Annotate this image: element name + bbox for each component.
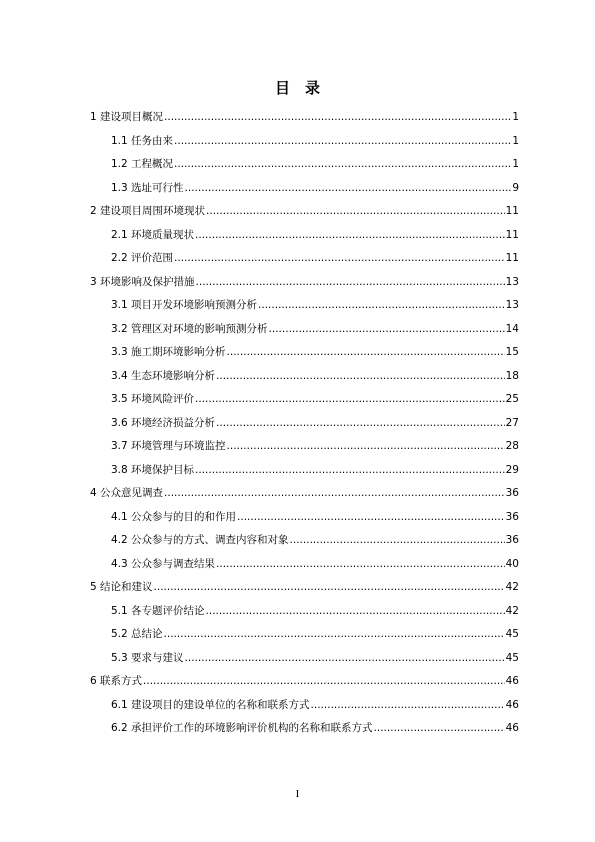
toc-entry[interactable] <box>90 224 519 248</box>
toc-entry-page: 29 <box>505 463 519 476</box>
toc-dot-leader <box>164 482 505 506</box>
toc-entry[interactable] <box>90 600 519 624</box>
toc-dot-leader <box>143 670 505 694</box>
toc-entry-label: 3.2 管理区对环境的影响预测分析 <box>111 322 268 335</box>
toc-dot-leader <box>195 224 505 248</box>
toc-entry-label: 6.1 建设项目的建设单位的名称和联系方式 <box>111 698 310 711</box>
toc-dot-leader <box>374 717 505 741</box>
toc-entry-page: 13 <box>505 275 519 288</box>
toc-entry-label: 3.5 环境风险评价 <box>111 393 195 405</box>
toc-dot-leader <box>195 459 505 483</box>
toc-entry[interactable] <box>90 200 519 224</box>
toc-entry-label: 5.2 总结论 <box>111 628 163 640</box>
toc-entry-label: 1.2 工程概况 <box>111 158 174 170</box>
toc-entry-page: 13 <box>505 299 519 311</box>
toc-entry[interactable] <box>90 459 519 483</box>
toc-title: 目 录 <box>274 79 320 97</box>
toc-entry-label: 5.3 要求与建议 <box>111 651 184 664</box>
toc-entry-label: 6.2 承担评价工作的环境影响评价机构的名称和联系方式 <box>111 722 373 734</box>
toc-entry[interactable] <box>90 294 519 318</box>
toc-entry-page: 15 <box>505 346 519 358</box>
toc-entry-page: 18 <box>505 369 519 382</box>
toc-entry-page: 36 <box>505 487 519 499</box>
toc-entry[interactable] <box>90 271 519 295</box>
toc-entry-page: 42 <box>505 604 519 617</box>
toc-entry-label: 3.4 生态环境影响分析 <box>111 369 216 382</box>
toc-entry-label: 1.1 任务由来 <box>111 134 174 147</box>
toc-entry[interactable] <box>90 694 519 718</box>
toc-entry-label: 4.2 公众参与的方式、调查内容和对象 <box>111 534 289 546</box>
toc-entry-page: 46 <box>505 698 519 711</box>
toc-entry-label: 3.8 环境保护目标 <box>111 463 195 476</box>
toc-entry[interactable] <box>90 388 519 412</box>
toc-entry-label: 5.1 各专题评价结论 <box>111 604 205 617</box>
toc-entry-page: 1 <box>512 158 519 170</box>
toc-entry[interactable] <box>90 529 519 553</box>
toc-dot-leader <box>174 153 511 177</box>
toc-entry[interactable] <box>90 106 519 130</box>
toc-entry-label: 6 联系方式 <box>90 675 143 687</box>
toc-entry-page: 11 <box>505 205 519 217</box>
toc-dot-leader <box>206 200 505 224</box>
toc-entry-label: 2.1 环境质量现状 <box>111 228 195 241</box>
toc-entry-label: 3.3 施工期环境影响分析 <box>111 346 226 358</box>
toc-entry[interactable] <box>90 341 519 365</box>
toc-entry-label: 4.3 公众参与调查结果 <box>111 557 216 570</box>
toc-dot-leader <box>164 623 505 647</box>
toc-entry[interactable] <box>90 412 519 436</box>
toc-entry[interactable] <box>90 717 519 741</box>
toc-dot-leader <box>227 435 505 459</box>
toc-entry-label: 2.2 评价范围 <box>111 252 174 264</box>
toc-dot-leader <box>195 388 505 412</box>
toc-dot-leader <box>185 177 512 201</box>
toc-entry-page: 40 <box>505 557 519 570</box>
toc-entry-page: 1 <box>512 134 519 147</box>
toc-dot-leader <box>164 106 511 130</box>
toc-dot-leader <box>227 341 505 365</box>
toc-entry-page: 27 <box>505 416 519 429</box>
toc-entry-page: 36 <box>505 510 519 523</box>
toc-dot-leader <box>216 412 505 436</box>
toc-entry-label: 3.1 项目开发环境影响预测分析 <box>111 299 258 311</box>
toc-entry[interactable] <box>90 553 519 577</box>
toc-entry[interactable] <box>90 670 519 694</box>
toc-entry-page: 45 <box>505 628 519 640</box>
toc-entry[interactable] <box>90 153 519 177</box>
toc-entry-page: 42 <box>505 581 519 593</box>
toc-entry-label: 5 结论和建议 <box>90 581 153 593</box>
toc-entry[interactable] <box>90 318 519 342</box>
toc-entry[interactable] <box>90 506 519 530</box>
toc-dot-leader <box>269 318 505 342</box>
toc-entry-label: 3 环境影响及保护措施 <box>90 275 195 288</box>
toc-entry-page: 46 <box>505 722 519 734</box>
toc-entry-page: 45 <box>505 651 519 664</box>
toc-dot-leader <box>154 576 505 600</box>
toc-entry[interactable] <box>90 647 519 671</box>
toc-entry-label: 3.7 环境管理与环境监控 <box>111 440 226 452</box>
toc-entry[interactable] <box>90 435 519 459</box>
toc-entry-page: 36 <box>505 534 519 546</box>
toc-dot-leader <box>185 647 505 671</box>
toc-entry[interactable] <box>90 482 519 506</box>
toc-entry[interactable] <box>90 177 519 201</box>
toc-entry[interactable] <box>90 247 519 271</box>
toc-dot-leader <box>290 529 505 553</box>
toc-entry[interactable] <box>90 130 519 154</box>
toc-entry[interactable] <box>90 576 519 600</box>
toc-entry-label: 1 建设项目概况 <box>90 111 164 123</box>
toc-entry-page: 9 <box>512 181 519 194</box>
toc-dot-leader <box>206 600 505 624</box>
toc-entry-label: 3.6 环境经济损益分析 <box>111 416 216 429</box>
toc-dot-leader <box>196 271 505 295</box>
toc-entry-label: 4 公众意见调查 <box>90 487 164 499</box>
page-number: I <box>295 788 300 800</box>
toc-dot-leader <box>237 506 505 530</box>
toc-entry-page: 1 <box>512 111 519 123</box>
toc-entry-label: 2 建设项目周围环境现状 <box>90 205 206 217</box>
toc-entry-page: 28 <box>505 440 519 452</box>
toc-dot-leader <box>311 694 505 718</box>
toc-entry-label: 1.3 选址可行性 <box>111 181 184 194</box>
toc-entry-page: 25 <box>505 393 519 405</box>
toc-entry[interactable] <box>90 623 519 647</box>
toc-dot-leader <box>174 130 511 154</box>
toc-dot-leader <box>174 247 505 271</box>
toc-dot-leader <box>216 365 505 389</box>
toc-list <box>90 106 519 741</box>
toc-entry-page: 46 <box>505 675 519 687</box>
toc-entry-label: 4.1 公众参与的目的和作用 <box>111 510 237 523</box>
toc-entry[interactable] <box>90 365 519 389</box>
toc-entry-page: 14 <box>505 322 519 335</box>
toc-dot-leader <box>216 553 505 577</box>
toc-dot-leader <box>258 294 505 318</box>
toc-entry-page: 11 <box>505 228 519 241</box>
toc-entry-page: 11 <box>505 252 519 264</box>
